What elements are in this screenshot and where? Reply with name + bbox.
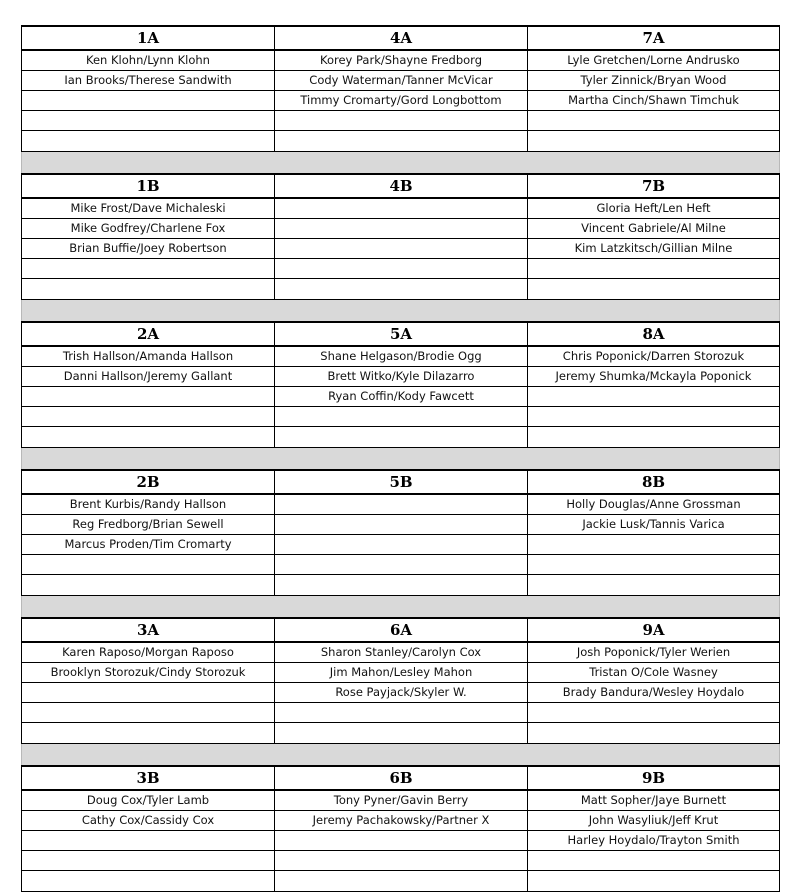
team-cell: Matt Sopher/Jaye Burnett <box>580 793 727 807</box>
team-cell: Korey Park/Shayne Fredborg <box>275 51 528 70</box>
team-cell <box>528 387 779 406</box>
team-cell: Mike Godfrey/Charlene Fox <box>22 219 275 238</box>
team-row <box>22 663 779 683</box>
team-row <box>22 71 779 91</box>
team-cell <box>22 279 275 299</box>
team-row <box>22 387 779 407</box>
team-cell <box>275 111 528 130</box>
pool-group <box>21 617 780 744</box>
team-cell <box>22 723 275 743</box>
team-cell <box>22 427 275 447</box>
pool-header-row <box>22 175 779 199</box>
team-cell <box>22 683 275 702</box>
team-row <box>22 535 779 555</box>
team-cell <box>275 515 528 534</box>
team-cell: Brian Buffie/Joey Robertson <box>22 239 275 258</box>
team-cell <box>528 851 779 870</box>
team-row <box>22 199 779 219</box>
team-row <box>22 367 779 387</box>
team-row <box>22 831 779 851</box>
team-row <box>22 51 779 71</box>
pool-header: 2A <box>22 323 275 345</box>
pool-group <box>21 469 780 596</box>
team-row <box>22 131 779 151</box>
team-cell <box>22 851 275 870</box>
team-cell: Vincent Gabriele/Al Milne <box>581 221 726 235</box>
team-cell <box>275 427 528 447</box>
team-cell: Kim Latzkitsch/Gillian Milne <box>574 241 733 255</box>
team-cell: John Wasyliuk/Jeff Krut <box>588 813 719 827</box>
team-cell <box>275 723 528 743</box>
team-row <box>22 347 779 367</box>
team-cell <box>528 535 779 554</box>
team-cell: Trish Hallson/Amanda Hallson <box>22 347 275 366</box>
pool-header: 2B <box>22 471 275 493</box>
pool-group <box>21 173 780 300</box>
pool-header: 4A <box>275 27 528 49</box>
team-cell: Mike Frost/Dave Michaleski <box>22 199 275 218</box>
team-cell: Brady Bandura/Wesley Hoydalo <box>562 685 745 699</box>
team-cell: Jeremy Shumka/Mckayla Poponick <box>555 369 752 383</box>
team-cell <box>528 575 779 595</box>
team-cell <box>275 703 528 722</box>
pool-header-row <box>22 471 779 495</box>
team-cell: Cody Waterman/Tanner McVicar <box>275 71 528 90</box>
team-cell: Martha Cinch/Shawn Timchuk <box>568 93 739 107</box>
team-cell: Brett Witko/Kyle Dilazarro <box>275 367 528 386</box>
team-cell <box>528 871 779 891</box>
group-separator <box>21 152 780 173</box>
team-cell <box>528 259 779 278</box>
team-cell <box>528 723 779 743</box>
team-cell <box>275 259 528 278</box>
pool-header-row <box>22 323 779 347</box>
pool-header: 1B <box>22 175 275 197</box>
team-cell: Jeremy Pachakowsky/Partner X <box>275 811 528 830</box>
team-cell <box>528 427 779 447</box>
team-row <box>22 495 779 515</box>
team-row <box>22 91 779 111</box>
team-cell: Tristan O/Cole Wasney <box>589 665 718 679</box>
team-cell: Jackie Lusk/Tannis Varica <box>582 517 725 531</box>
team-cell <box>22 871 275 891</box>
team-cell <box>22 555 275 574</box>
team-cell: Josh Poponick/Tyler Werien <box>576 645 731 659</box>
team-cell: Holly Douglas/Anne Grossman <box>566 497 741 511</box>
pool-group <box>21 25 780 152</box>
team-row <box>22 811 779 831</box>
team-cell: Marcus Proden/Tim Cromarty <box>22 535 275 554</box>
team-cell: Brooklyn Storozuk/Cindy Storozuk <box>22 663 275 682</box>
team-cell: Ryan Coffin/Kody Fawcett <box>275 387 528 406</box>
team-cell: Ian Brooks/Therese Sandwith <box>22 71 275 90</box>
pool-header: 6B <box>275 767 528 789</box>
team-row <box>22 515 779 535</box>
team-cell <box>275 871 528 891</box>
team-row <box>22 851 779 871</box>
pool-header: 5A <box>275 323 528 345</box>
team-cell <box>275 279 528 299</box>
team-cell: Danni Hallson/Jeremy Gallant <box>22 367 275 386</box>
pool-header: 4B <box>275 175 528 197</box>
team-cell <box>22 131 275 151</box>
team-row <box>22 791 779 811</box>
team-cell <box>528 279 779 299</box>
team-row <box>22 555 779 575</box>
team-cell: Ken Klohn/Lynn Klohn <box>22 51 275 70</box>
team-cell: Rose Payjack/Skyler W. <box>275 683 528 702</box>
team-row <box>22 259 779 279</box>
team-cell <box>275 407 528 426</box>
team-row <box>22 219 779 239</box>
team-cell <box>528 407 779 426</box>
group-separator <box>21 448 780 469</box>
pool-header: 9A <box>642 621 665 639</box>
team-cell: Chris Poponick/Darren Storozuk <box>562 349 745 363</box>
pool-header: 3A <box>22 619 275 641</box>
team-cell <box>275 535 528 554</box>
team-cell <box>528 703 779 722</box>
team-cell <box>528 131 779 151</box>
pool-header: 3B <box>22 767 275 789</box>
pool-header: 7B <box>641 177 666 195</box>
team-cell <box>22 407 275 426</box>
team-cell <box>275 239 528 258</box>
pool-header: 9B <box>641 769 666 787</box>
team-cell <box>22 575 275 595</box>
team-row <box>22 427 779 447</box>
team-cell: Jim Mahon/Lesley Mahon <box>275 663 528 682</box>
team-cell <box>275 851 528 870</box>
team-cell: Harley Hoydalo/Trayton Smith <box>567 833 740 847</box>
team-cell <box>275 555 528 574</box>
pool-header-row <box>22 27 779 51</box>
team-cell <box>275 575 528 595</box>
team-cell: Tony Pyner/Gavin Berry <box>275 791 528 810</box>
team-row <box>22 723 779 743</box>
team-cell <box>275 495 528 514</box>
pool-header-row <box>22 619 779 643</box>
pool-header: 7A <box>642 29 665 47</box>
pool-header-row <box>22 767 779 791</box>
team-row <box>22 871 779 891</box>
team-cell: Tyler Zinnick/Bryan Wood <box>580 73 727 87</box>
pool-header: 5B <box>275 471 528 493</box>
team-cell <box>22 91 275 110</box>
team-cell: Shane Helgason/Brodie Ogg <box>275 347 528 366</box>
team-cell: Lyle Gretchen/Lorne Andrusko <box>567 53 740 67</box>
team-cell <box>22 831 275 850</box>
pool-group <box>21 765 780 892</box>
team-row <box>22 279 779 299</box>
team-cell <box>22 387 275 406</box>
team-cell <box>275 131 528 151</box>
team-cell <box>275 199 528 218</box>
team-cell <box>275 219 528 238</box>
team-row <box>22 111 779 131</box>
team-cell: Doug Cox/Tyler Lamb <box>22 791 275 810</box>
team-row <box>22 575 779 595</box>
team-cell <box>528 111 779 130</box>
group-separator <box>21 744 780 765</box>
pool-schedule-sheet <box>21 25 780 892</box>
pool-group <box>21 321 780 448</box>
pool-header: 6A <box>275 619 528 641</box>
team-cell: Karen Raposo/Morgan Raposo <box>22 643 275 662</box>
team-cell <box>275 831 528 850</box>
team-cell <box>22 111 275 130</box>
team-cell: Brent Kurbis/Randy Hallson <box>22 495 275 514</box>
team-cell: Timmy Cromarty/Gord Longbottom <box>275 91 528 110</box>
team-cell <box>22 259 275 278</box>
team-cell <box>22 703 275 722</box>
pool-header: 8B <box>641 473 666 491</box>
group-separator <box>21 300 780 321</box>
team-cell: Sharon Stanley/Carolyn Cox <box>275 643 528 662</box>
group-separator <box>21 596 780 617</box>
pool-header: 1A <box>22 27 275 49</box>
team-cell: Reg Fredborg/Brian Sewell <box>22 515 275 534</box>
team-row <box>22 703 779 723</box>
team-row <box>22 239 779 259</box>
team-cell: Gloria Heft/Len Heft <box>596 201 711 215</box>
team-cell <box>528 555 779 574</box>
team-row <box>22 407 779 427</box>
team-row <box>22 683 779 703</box>
pool-header: 8A <box>642 325 665 343</box>
team-row <box>22 643 779 663</box>
team-cell: Cathy Cox/Cassidy Cox <box>22 811 275 830</box>
